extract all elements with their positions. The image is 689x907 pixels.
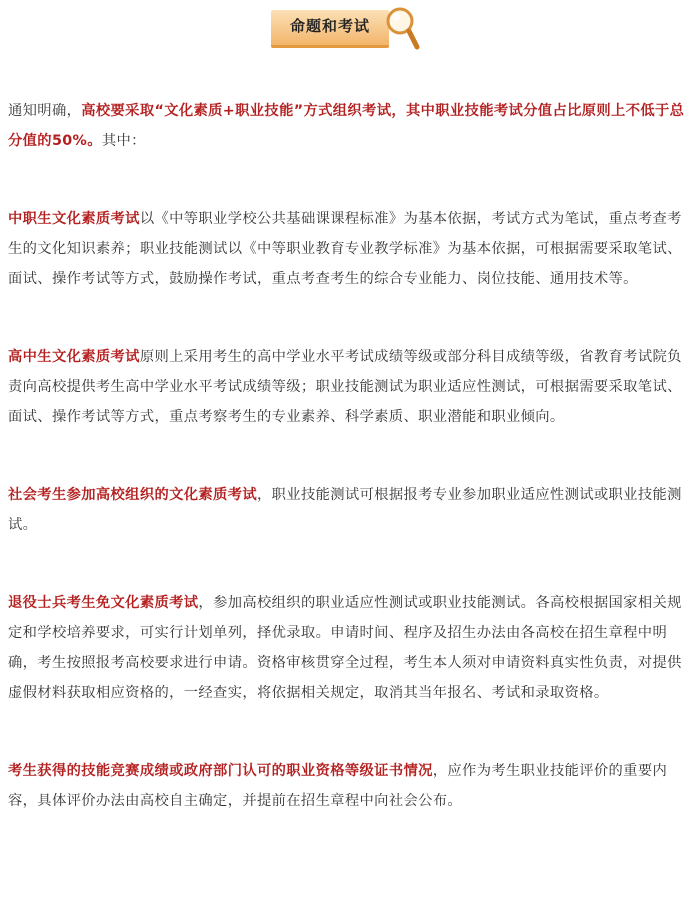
paragraph-highlight: 中职生文化素质考试 (8, 211, 140, 227)
section-header (269, 4, 419, 52)
paragraph-highlight: 社会考生参加高校组织的文化素质考试 (8, 487, 257, 503)
paragraph-text: ，应作为考生职业技能评价的重要内容，具体评价办法由高校自主确定，并提前在招生章程中向社会公布。 (8, 763, 668, 809)
paragraph-vocational-students (8, 204, 688, 294)
paragraph-skill-competition (8, 756, 688, 816)
paragraph-veterans (8, 588, 688, 708)
paragraph-highlight: 考生获得的技能竞赛成绩或政府部门认可的职业资格等级证书情况 (8, 763, 433, 779)
paragraph-highlight: 高中生文化素质考试 (8, 349, 140, 365)
paragraph-text: ，职业技能测试可根据报考专业参加职业适应性测试或职业技能测试。 (8, 487, 682, 533)
magnifier-icon (383, 4, 423, 52)
paragraph-text: 以《中等职业学校公共基础课课程标准》为基本依据，考试方式为笔试，重点考查考生的文化知识素养；职业技能测试以《中等职业教育专业教学标准》为基本依据，可根据需要采取笔试、面试、操作考试等方式，鼓励操作考试，重点考查考生的综合专业能力、岗位技能、通用技术等。 (8, 211, 682, 287)
paragraph-intro (8, 96, 688, 156)
article-body (8, 96, 688, 816)
paragraph-highlight: 退役士兵考生免文化素质考试 (8, 595, 199, 611)
paragraph-text: 其中： (101, 133, 146, 149)
paragraph-social-candidates (8, 480, 688, 540)
paragraph-text: 原则上采用考生的高中学业水平考试成绩等级或部分科目成绩等级，省教育考试院负责向高校提供考生高中学业水平考试成绩等级；职业技能测试为职业适应性测试，可根据需要采取笔试、面试、操作考试等方式，重点考察考生的专业素养、科学素质、职业潜能和职业倾向。 (8, 349, 682, 425)
paragraph-lead: 通知明确， (8, 103, 82, 119)
paragraph-high-school-students (8, 342, 688, 432)
paragraph-text: ，参加高校组织的职业适应性测试或职业技能测试。各高校根据国家相关规定和学校培养要求，可实行计划单列，择优录取。申请时间、程序及招生办法由各高校在招生章程中明确，考生按照报考高校要求进行申请。资格审核贯穿全过程，考生本人须对申请资料真实性负责，对提供虚假材料获取相应资格的，一经查实，将依据相关规定，取消其当年报名、考试和录取资格。 (8, 595, 682, 701)
paragraph-highlight: 高校要采取“文化素质+职业技能”方式组织考试，其中职业技能考试分值占比原则上不低于总分值的50%。 (8, 103, 685, 149)
section-title: 命题和考试 (289, 17, 370, 35)
